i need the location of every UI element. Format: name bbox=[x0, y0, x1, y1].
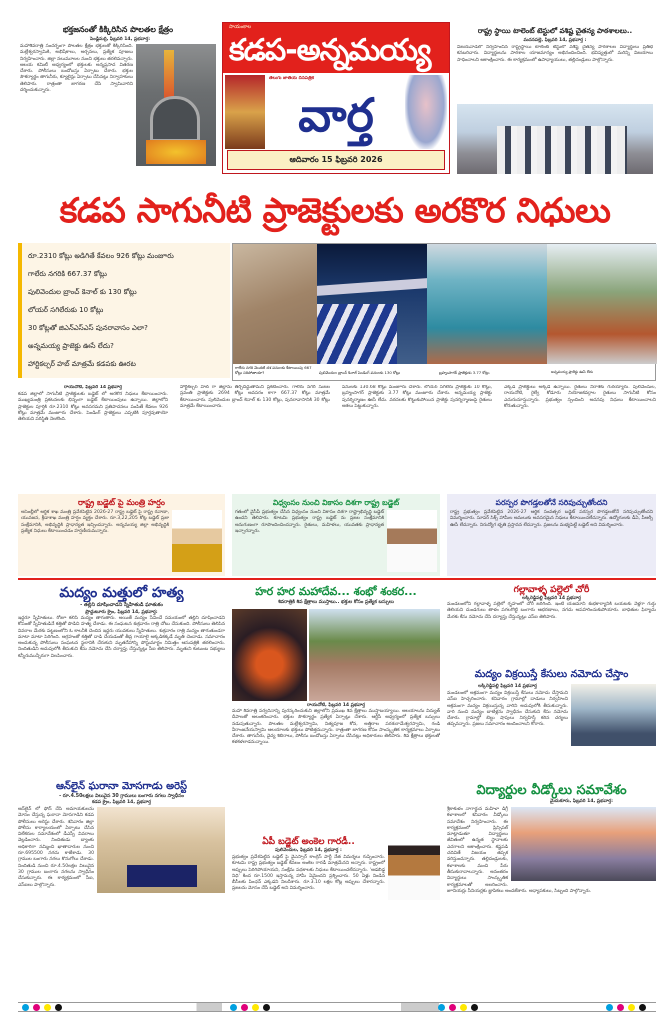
ap-budget-article bbox=[232, 836, 440, 998]
dateline: మదనపల్లె, ఫిబ్రవరి 14, ప్రభవార్త : bbox=[523, 38, 587, 43]
dateline: పులివెందుల, ఫిబ్రవరి 14, ప్రభవార్త : bbox=[275, 848, 342, 853]
headline: విధ్వంసం నుంచి వికాసం దిశగా రాష్ట్ర బడ్జెట్ bbox=[272, 498, 400, 507]
highlights-box bbox=[18, 243, 230, 378]
photo-caption: పులివెందుల బ్రాంచ్ కెనాల్ పెండింగ్ పనులకు 130 కోట్లు bbox=[319, 370, 401, 375]
reservoir-photo bbox=[427, 244, 547, 364]
budget-criticism-box bbox=[447, 494, 656, 576]
article-body: మండలంలోని గల్లావాళ్ళ పల్లెలో గృహంలో చోరీ జరిగింది. ఇంటి యజమాని శుభకార్యానికి బయటకు వెళ్లగా గుర్తు తెలియని దుండగులు తాళం పగలగొట్టి బంగారు ఆభరణాలు, నగదు అపహరించుకుపోయారు. బాధితుల ఫిర్యాదు మేరకు కేసు నమోదు చేసి దర్యాప్తు చేస్తున్నట్లు ఎస్ఐ తెలిపారు. bbox=[447, 602, 656, 620]
dateline: లక్కిరెడ్డిపల్లి ఫిబ్రవరి 14 ప్రభవార్త bbox=[478, 684, 537, 689]
top-right-article bbox=[457, 26, 653, 176]
masthead bbox=[222, 22, 450, 174]
highlight-item: హార్టికల్చర్ హబ్ మాత్రమే కడపకు ఊరట bbox=[28, 360, 136, 368]
article-column: హార్టికల్చర్ హబ్ గా జిల్లాను తీర్చిదిద్దుతామని ప్రకటించారు. గాలేరు నగరి సుజల స్రవంతి ప్రాజెక్టుకు 2694 కోట్లు అవసరం కాగా 667.37 కోట్లు మాత్రమే కేటాయించారు. పులివెందుల బ్రాంచ్ కెనాల్ కు 130 కోట్లు, పునరావాసానికి 30 కోట్లు మాత్రమే కేటాయించారు. bbox=[180, 385, 330, 409]
main-article-body bbox=[18, 385, 656, 491]
highlight-item: అన్నమయ్య ప్రాజెక్టు ఊసే లేదు? bbox=[28, 342, 114, 350]
article-column: ఎక్కడ ప్రాజెక్టులు అక్కడే ఉన్నాయి. రైతులు నిరాశకు గురయ్యారు. పులివెందుల, రాయచోటి, రైల్వే కోడూరు నియోజకవర్గాల రైతులు సాగునీటి కోసం ఎదురుచూస్తున్నారు. ప్రభుత్వం స్పందించి అదనపు నిధులు కేటాయించాలని కోరుతున్నారు. bbox=[504, 385, 656, 409]
shivaratri-article bbox=[232, 584, 440, 834]
highlight-item: లోయర్ సగిలేరుకు 10 కోట్లు bbox=[28, 306, 104, 314]
article-column: కడప జిల్లాలో సాగునీటి ప్రాజెక్టులకు బడ్జెట్ లో అరకొర నిధులు కేటాయించారు. ముఖ్యమంత్రి ప్రకటనలకు భిన్నంగా బడ్జెట్ కేటాయింపులు ఉన్నాయి. జిల్లాలోని ప్రాజెక్టుల పూర్తికి రూ.2310 కోట్లు అవసరమని ప్రతిపాదనలు పంపితే కేవలం 926 కోట్లు మాత్రమే మంజూరు చేశారు. పెండింగ్ ప్రాజెక్టులు ఎప్పటికి పూర్తవుతాయో తెలియని పరిస్థితి నెలకొంది. bbox=[18, 392, 168, 423]
section-divider bbox=[18, 578, 656, 580]
subhead: - రూ.4.50లక్షలు విలువైన 30 గ్రాములు బంగారు నగలు స్వాధీనం bbox=[59, 794, 184, 799]
main-headline: కడప సాగునీటి ప్రాజెక్టులకు అరకొర నిధులు bbox=[59, 191, 611, 231]
dateline: పెండ్లిమర్రి, ఫిబ్రవరి 14, ప్రభవార్త: bbox=[90, 37, 151, 42]
print-color-bar bbox=[18, 1002, 656, 1012]
shivalinga-photo bbox=[232, 609, 307, 701]
minister-photo bbox=[172, 510, 222, 572]
murder-article bbox=[18, 584, 225, 778]
highlight-item: పులివెందుల బ్రాంచ్ కెనాల్ కు 130 కోట్లు bbox=[28, 288, 137, 296]
farewell-article bbox=[447, 782, 656, 998]
article-body: అసెంబ్లీలో ఆర్థిక శాఖ మంత్రి ప్రవేశపెట్టిన 2026-27 రాష్ట్ర బడ్జెట్ పై రాష్ట్ర రవాణా, యువజన, క్రీడాశాఖ మంత్రి హర్షం వ్యక్తం చేశారు. రూ.3,22,205 కోట్ల బడ్జెట్ ప్రజా సంక్షేమానికి, అభివృద్ధికి ప్రాధాన్యత ఇచ్చిందన్నారు. అన్నమయ్య జిల్లా అభివృద్ధికి ప్రత్యేక నిధులు కేటాయించడం హర్షణీయమన్నారు. bbox=[21, 510, 169, 534]
dateline: రాయచోటి, ఫిబ్రవరి 14 ప్రభవార్త bbox=[307, 703, 365, 708]
dateline: కడప క్రైం, ఫిబ్రవరి 14, ప్రభవార్త bbox=[92, 800, 151, 805]
headline: ఆన్‌లైన్ ఘరానా మోసగాడు అరెస్ట్ bbox=[55, 781, 188, 792]
project-photo-strip bbox=[232, 243, 656, 381]
article-body: ఇద్దరూ స్నేహితులు. రోజూ కలిసి మద్యం తాగుతారు. అయితే మద్యం సేవించే సమయంలో తల్లిని దూషించాడని కోపంతో స్నేహితుడినే కత్తితో పొడిచి హత్య చేశాడు. ఈ సంఘటన శుక్రవారం రాత్రి చోటు చేసుకుంది. పోలీసులు తెలిపిన వివరాల మేరకు పట్టణంలోని ఓ కాలనీకి చెందిన ఇద్దరు యువకులు స్నేహితులు. శుక్రవారం రాత్రి మద్యం తాగుతుండగా మాటా మాటా పెరిగింది. ఆగ్రహంతో కత్తితో దాడి చేయడంతో తీవ్ర గాయాలై అక్కడికక్కడే మృతి చెందాడు. సమాచారం అందుకున్న పోలీసులు సంఘటన స్థలానికి చేరుకుని మృతదేహాన్ని పోస్టుమార్టం నిమిత్తం ఆసుపత్రికి తరలించారు. నిందితుడిని అదుపులోకి తీసుకుని కేసు నమోదు చేసి దర్యాప్తు చేస్తున్నట్లు సీఐ తెలిపారు. మృతుని కుటుంబ సభ్యులు కన్నీరుమున్నీరుగా విలపించారు. bbox=[18, 616, 225, 659]
theft-article bbox=[447, 584, 656, 666]
article-body: ప్రభుత్వం ప్రవేశపెట్టిన బడ్జెట్ పై వైఎస్సార్ కాంగ్రెస్ పార్టీ నేత విమర్శలు గుప్పించారు. కూటమి రాష్ట్ర ప్రభుత్వం బడ్జెట్ కేవలం అంకెల గారడీ మాత్రమేనని అన్నారు. రాష్ట్రంలో అప్పులు పెరిగిపోయాయని, సంక్షేమ పథకాలకు నిధులు కేటాయించలేదన్నారు. 'ఆడబిడ్డ నిధి' కింద రూ.1500 ఇస్తామన్న హామీ ఏమైందని ప్రశ్నించారు. 50 ఏళ్లు నిండిన బీసీలకు పింఛన్ ఎక్కడని నిలదీశారు. రూ.3.10 లక్షల కోట్ల అప్పులు చేశారన్నారు. ప్రజలను మోసం చేసే బడ్జెట్ అని విమర్శించారు. bbox=[232, 855, 385, 892]
highlight-item: గాలేరు నగరికి 667.37 కోట్లు bbox=[28, 270, 107, 278]
masthead-small-label: సాయంకాల bbox=[229, 24, 252, 30]
headline: హర హర మహాదేవ... శంభో శంకర... bbox=[255, 585, 417, 598]
minister-budget-box bbox=[18, 494, 225, 576]
article-body: గతంలో వైసీపీ ప్రభుత్వం చేసిన విధ్వంసం నుంచి వికాసం దిశగా రాష్ట్రాభివృద్ధి బడ్జెట్ ఉందని తెలిపారు. కూటమి ప్రభుత్వం రాష్ట్ర బడ్జెట్ ను ప్రజల సంక్షేమానికి అనుగుణంగా రూపొందించిందన్నారు. రైతులు, మహిళలు, యువతకు ప్రాధాన్యత ఇచ్చారన్నారు. bbox=[235, 510, 384, 534]
temple-road-photo bbox=[309, 609, 440, 701]
dateline: ప్రొద్దుటూరు క్రైం, ఫిబ్రవరి 14, ప్రభవార్త: bbox=[85, 610, 158, 615]
school-event-photo bbox=[457, 104, 653, 174]
headline: ఏపీ బడ్జెట్ అంకెల గారడీ.. bbox=[262, 837, 355, 847]
photo-caption: బ్రహ్మంసాగర్ ప్రాజెక్టుకు 3.77 కోట్లు bbox=[439, 370, 490, 375]
highlight-item: రూ.2310 కోట్లు అడిగితే కేవలం 926 కోట్లు మంజూరు bbox=[28, 252, 174, 260]
leader-photo bbox=[387, 510, 437, 572]
highlight-item: 30 కోట్లతో జిఎన్ఎస్ఎస్ పునరావాసం ఎలా? bbox=[28, 324, 148, 332]
article-column: పనులకు 130.68 కోట్లు మంజూరు చేశారు. లోయర్ సగిలేరు ప్రాజెక్టుకు 10 కోట్లు, బ్రహ్మంసాగర్ ప్రాజెక్టుకు 3.77 కోట్లు మంజూరు చేశారు. అన్నమయ్య ప్రాజెక్టు పునర్నిర్మాణం ఊసే లేదు. వరదలకు కొట్టుకుపోయిన ప్రాజెక్టు పునర్నిర్మాణంపై రైతులు ఆశలు పెట్టుకున్నారు. bbox=[342, 385, 492, 409]
article-body: శ్రీకాకుళం నాగార్జున మహిళా డిగ్రీ కళాశాలలో శనివారం వీడ్కోలు సమావేశం నిర్వహించారు. ఈ కార్యక్రమంలో ప్రిన్సిపల్ మాట్లాడుతూ విద్యార్థులు జీవితంలో ఉన్నత స్థానాలకు ఎదగాలని ఆకాంక్షించారు. కష్టపడి చదివితే విజయం తప్పక వరిస్తుందన్నారు. తల్లిదండ్రులకు, కళాశాలకు మంచి పేరు తీసుకురావాలన్నారు. అనంతరం విద్యార్థులు సాంస్కృతిక కార్యక్రమాలతో అలరించారు. జూనియర్లు సీనియర్లకు జ్ఞాపికలు అందజేశారు. అధ్యాపకులు, సిబ్బంది పాల్గొన్నారు. bbox=[447, 807, 592, 894]
online-fraud-article bbox=[18, 780, 225, 998]
article-body: మండలంలో అక్రమంగా మద్యం విక్రయిస్తే కేసులు నమోదు చేస్తామని ఎస్ఐ హెచ్చరించారు. శనివారం గ్రామాల్లో దాడులు నిర్వహించి అక్రమంగా మద్యం విక్రయిస్తున్న వారిని అదుపులోకి తీసుకున్నారు. వారి నుంచి మద్యం బాటిళ్లను స్వాధీనం చేసుకుని కేసు నమోదు చేశారు. గ్రామాల్లో బెల్టు షాపులు నిర్వహిస్తే కఠిన చర్యలు తప్పవన్నారు. ప్రజలు సమాచారం అందించాలని కోరారు. bbox=[447, 691, 568, 728]
headline: పరస్పర పొగడ్తలతోనే సరిపుచ్చుతోందని bbox=[495, 498, 608, 507]
article-body: మహా శివరాత్రి పర్వదినాన్ని పురస్కరించుకుని జిల్లాలోని ప్రముఖ శివ క్షేత్రాలు ముస్తాబయ్యాయి. ఆలయాలను విద్యుత్ దీపాలతో అలంకరించారు. భక్తుల సౌకర్యార్థం ప్రత్యేక ఏర్పాట్లు చేశారు. ఆర్టీసీ ఆధ్వర్యంలో ప్రత్యేక బస్సులు నడుపుతున్నారు. పొలతల మల్లేశ్వరస్వామి, నిత్యపూజ కోన, అత్తిరాల పరశురామేశ్వరస్వామి, గండి వీరాంజనేయస్వామి ఆలయాలకు భక్తులు పోటెత్తనున్నారు. రాత్రంతా జాగరణ కోసం సాంస్కృతిక కార్యక్రమాలు ఏర్పాటు చేశారు. తాగునీరు, వైద్య శిబిరాలు, పోలీసు బందోబస్తు ఏర్పాటు చేసినట్లు అధికారులు తెలిపారు. శివ క్షేత్రాలు భక్తులతో కళకళలాడనున్నాయి. bbox=[232, 709, 440, 746]
galeru-photo bbox=[233, 244, 317, 364]
photo-caption: అన్నమయ్య ప్రాజెక్టు ఊసే లేదు bbox=[551, 370, 594, 374]
issue-date: ఆదివారం 15 ఫిబ్రవరి 2026 bbox=[289, 155, 383, 164]
headline: రాష్ట్ర స్థాయి టాలెంట్ టెస్టులో వశిష్ట చైతన్య పాఠశాలలు.. bbox=[477, 27, 633, 35]
temple-photo bbox=[136, 44, 216, 166]
headline: గల్లావాళ్ళ పల్లెలో చోరీ bbox=[513, 585, 590, 595]
police-press-photo bbox=[97, 807, 225, 893]
tagline: తెలుగు జాతీయ దినపత్రిక bbox=[269, 76, 314, 81]
photo-caption: గాలేరు నగరి మొదటి దశ పనులకు కేటాయింపు 667 కోట్లు సరిపోతాయా? bbox=[235, 365, 312, 375]
paper-name-logo: వార్త bbox=[298, 88, 374, 142]
top-left-article bbox=[20, 24, 216, 176]
headline: భక్తజనంతో కిక్కిరిసిన పొలతల క్షేత్రం bbox=[62, 25, 174, 34]
article-body: మహాశివరాత్రి సందర్భంగా పొలతల క్షేత్రం భక్తులతో కిక్కిరిసింది. మల్లేశ్వరస్వామికి, అభిషేకాలు, అర్చనలు, ప్రత్యేక పూజలు నిర్వహించారు. జిల్లా నలుమూలల నుంచి భక్తులు తరలివచ్చారు. ఆలయ కమిటీ ఆధ్వర్యంలో భక్తులకు అన్నప్రసాద వితరణ చేశారు. పోలీసులు బందోబస్తు ఏర్పాటు చేశారు. భక్తుల సౌకర్యార్థం తాగునీరు, క్యూలైన్లు ఏర్పాటు చేసినట్లు నిర్వాహకులు తెలిపారు. రాత్రంతా జాగరణ చేసి స్వామివారిని దర్శించుకున్నారు. bbox=[20, 44, 133, 94]
headline: మద్యం విక్రయిస్తే కేసులు నమోదు చేస్తాం bbox=[474, 669, 629, 680]
deity-image-right bbox=[405, 75, 447, 149]
dateline: లక్కిరెడ్డిపల్లి ఫిబ్రవరి 14 ప్రభవార్త bbox=[522, 596, 581, 601]
deity-image-left bbox=[225, 75, 265, 149]
article-body: విజయవాడలో నిర్వహించిన రాష్ట్రస్థాయి టాలెంట్ టెస్టులో వశిష్ట చైతన్య పాఠశాలల విద్యార్థులు ప్రతిభ కనబరిచారు. విద్యార్థులను పాఠశాల యాజమాన్యం అభినందించింది. భవిష్యత్తులో మరిన్ని విజయాలు సాధించాలని ఆకాంక్షించారు. ఈ కార్యక్రమంలో ఉపాధ్యాయులు, తల్లిదండ్రులు పాల్గొన్నారు. bbox=[457, 45, 653, 63]
budget-development-box bbox=[232, 494, 440, 576]
politician-photo bbox=[388, 836, 440, 900]
masthead-red-band bbox=[223, 23, 449, 73]
canal-bridge-photo bbox=[317, 244, 427, 364]
article-body: ఆన్‌లైన్ లో ఫోన్ చేసి అమాయకులను మోసం చేస్తున్న ఘరానా మోసగాడిని కడప పోలీసులు అరెస్టు చేశారు. శనివారం జిల్లా పోలీసు కార్యాలయంలో ఏర్పాటు చేసిన విలేకరుల సమావేశంలో డీఎస్పీ వివరాలు వెల్లడించారు. నిందితుడు బ్యాంకు అధికారిగా నమ్మించి ఖాతాదారుల నుంచి రూ.695500 నగదు కాజేశాడు. 30 గ్రాముల బంగారు నగలు కొనుగోలు చేశాడు. నిందితుడి నుంచి రూ.4.50లక్షల విలువైన 30 గ్రాముల బంగారు నగలను స్వాధీనం చేసుకున్నారు. ఈ కార్యక్రమంలో సీఐ, ఎస్ఐలు పాల్గొన్నారు. bbox=[18, 807, 94, 888]
subhead: శివరాత్రికి శివ క్షేత్రాలు ముస్తాబు.. భక్తుల కోసం ప్రత్యేక బస్సులు bbox=[278, 600, 394, 605]
headline: మద్యం మత్తులో హత్య bbox=[59, 585, 184, 601]
accused-photo bbox=[571, 684, 656, 746]
liquor-article bbox=[447, 668, 656, 778]
headline: విద్యార్థుల వీడ్కోలు సమావేశం bbox=[476, 783, 627, 798]
date-bar bbox=[227, 150, 445, 170]
farewell-event-photo bbox=[511, 807, 656, 881]
headline: రాష్ట్ర బడ్జెట్ పై మంత్రి హర్షం bbox=[78, 498, 165, 507]
subhead: - తల్లిని దూషించాడని స్నేహితుడి ఘాతుకం bbox=[80, 602, 163, 608]
dam-photo bbox=[547, 244, 657, 364]
dateline: మైదుకూరు, ఫిబ్రవరి 14, ప్రభవార్త: bbox=[550, 799, 613, 804]
article-body: రాష్ట్ర ప్రభుత్వం ప్రవేశపెట్టిన 2026-27 ఆర్థిక సంవత్సర బడ్జెట్ పరస్పర పొగడ్తలతోనే సరిపుచ్చుతోందని విమర్శించారు. సూపర్ సిక్స్ హామీల అమలుకు అవసరమైన నిధులు కేటాయించలేదన్నారు. ఉద్యోగులకు డీఏ, పీఆర్సీ ఊసే లేదన్నారు. నిరుద్యోగ భృతి ప్రస్తావన లేదన్నారు. ప్రజలను మభ్యపెట్టే బడ్జెట్ అని విమర్శించారు. bbox=[450, 510, 653, 528]
region-title: కడప-అన్నమయ్య bbox=[229, 33, 431, 68]
dateline: రాయచోటి, ఫిబ్రవరి 14 ప్రభవార్త bbox=[64, 385, 122, 390]
